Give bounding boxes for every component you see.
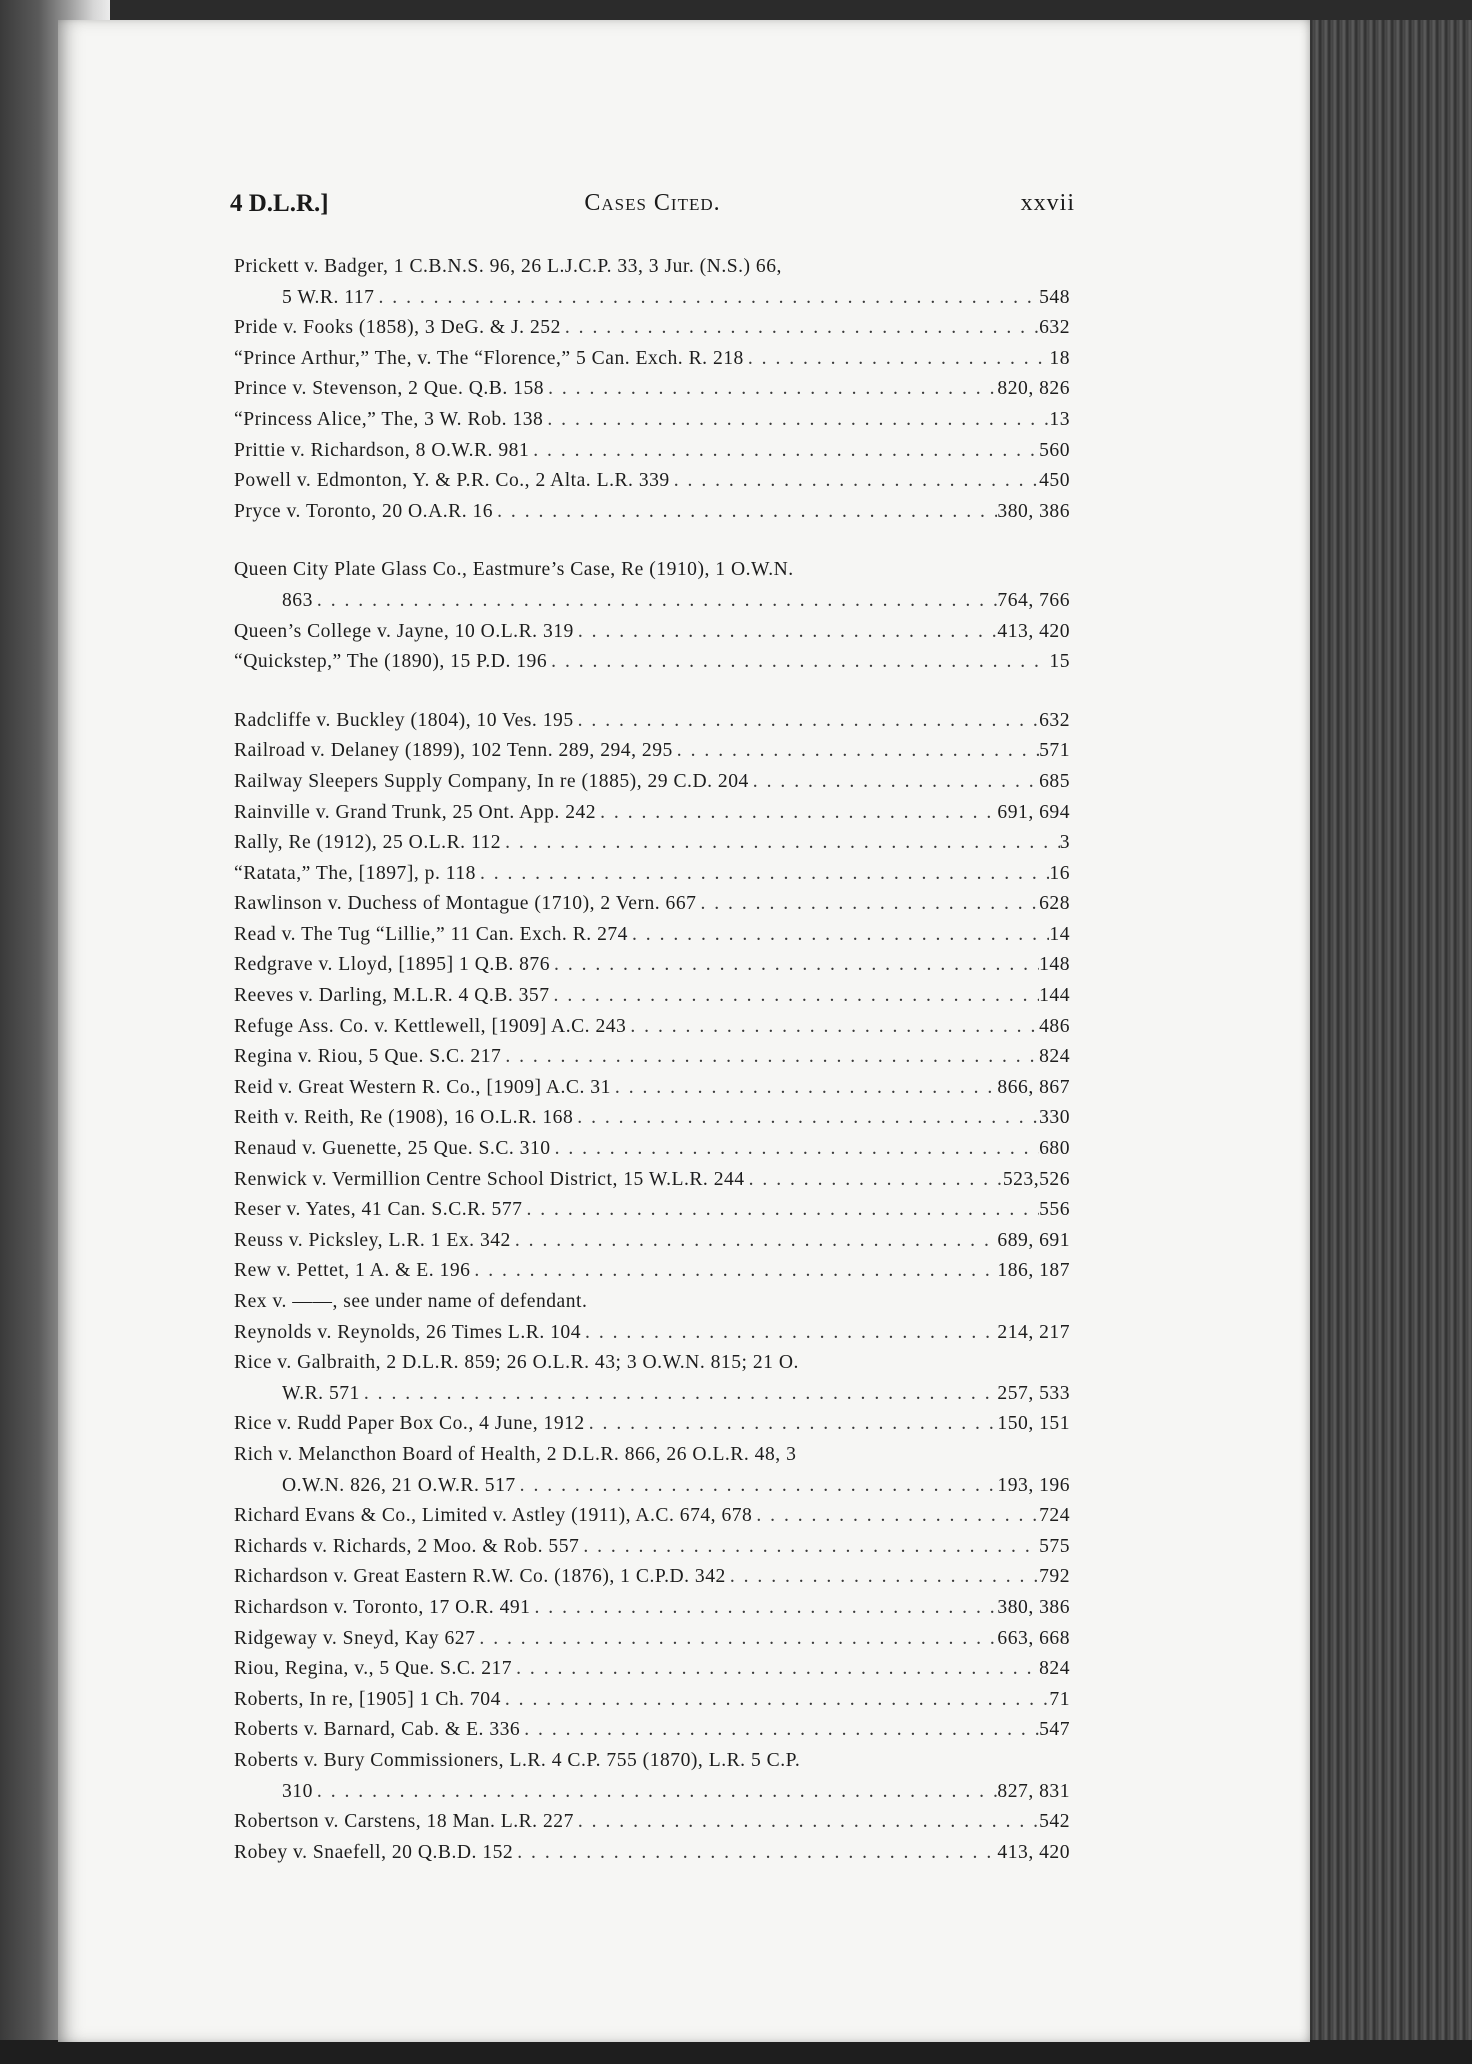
dot-leader xyxy=(547,647,1049,678)
case-entry xyxy=(234,1715,1070,1746)
case-entry xyxy=(234,706,1070,737)
case-citation: Renwick v. Vermillion Centre School District, 15 W.L.R. 244 xyxy=(234,1168,745,1190)
case-citation: Ridgeway v. Sneyd, Kay 627 xyxy=(234,1627,476,1649)
dot-leader xyxy=(611,1073,998,1104)
case-citation: “Princess Alice,” The, 3 W. Rob. 138 xyxy=(234,408,544,430)
case-entry xyxy=(234,1348,1070,1379)
case-citation: Riou, Regina, v., 5 Que. S.C. 217 xyxy=(234,1658,513,1680)
dot-leader xyxy=(574,617,998,648)
case-entry xyxy=(234,647,1070,678)
dot-leader xyxy=(626,1012,1039,1043)
dot-leader xyxy=(573,1103,1039,1134)
case-citation: Pryce v. Toronto, 20 O.A.R. 16 xyxy=(234,500,494,522)
page-reference: 691, 694 xyxy=(997,801,1070,823)
page-reference: 824 xyxy=(1039,1046,1070,1068)
case-citation: Reid v. Great Western R. Co., [1909] A.C. 31 xyxy=(234,1076,611,1098)
case-citation: Richards v. Richards, 2 Moo. & Rob. 557 xyxy=(234,1535,580,1557)
page-reference: 71 xyxy=(1049,1688,1070,1710)
dot-leader xyxy=(544,374,997,405)
case-entry xyxy=(234,1409,1070,1440)
case-citation: Roberts v. Bury Commissioners, L.R. 4 C.P. 755 (1870), L.R. 5 C.P. xyxy=(234,1749,801,1771)
page-reference: 13 xyxy=(1049,408,1070,430)
case-entry xyxy=(234,1746,1070,1777)
page-reference: 827, 831 xyxy=(997,1780,1070,1802)
case-entry-continuation xyxy=(234,1777,1070,1808)
group-gap xyxy=(234,527,1070,555)
case-citation: Railway Sleepers Supply Company, In re (1885), 29 C.D. 204 xyxy=(234,770,749,792)
dot-leader xyxy=(476,859,1049,890)
case-citation: Rice v. Rudd Paper Box Co., 4 June, 1912 xyxy=(234,1413,585,1435)
page-reference: 413, 420 xyxy=(997,1841,1070,1863)
case-citation: Rainville v. Grand Trunk, 25 Ont. App. 242 xyxy=(234,801,597,823)
page-reference: 764, 766 xyxy=(997,589,1070,611)
page-reference: 413, 420 xyxy=(997,620,1070,642)
case-entry xyxy=(234,344,1070,375)
page-reference: 824 xyxy=(1039,1658,1070,1680)
case-citation: Railroad v. Delaney (1899), 102 Tenn. 289, 294, 295 xyxy=(234,740,673,762)
case-citation: Reuss v. Picksley, L.R. 1 Ex. 342 xyxy=(234,1229,511,1251)
page-reference: 380, 386 xyxy=(997,500,1070,522)
case-citation: W.R. 571 xyxy=(282,1382,360,1404)
case-citation: Richardson v. Toronto, 17 O.R. 491 xyxy=(234,1596,531,1618)
page-reference: 663, 668 xyxy=(997,1627,1070,1649)
dot-leader xyxy=(516,1471,998,1502)
case-citation: Read v. The Tug “Lillie,” 11 Can. Exch. R. 274 xyxy=(234,923,628,945)
page-reference: 193, 196 xyxy=(997,1474,1070,1496)
book-fore-edge xyxy=(1305,20,1472,2050)
page-reference: 724 xyxy=(1039,1505,1070,1527)
case-entry xyxy=(234,1562,1070,1593)
case-citation: Queen’s College v. Jayne, 10 O.L.R. 319 xyxy=(234,620,574,642)
case-citation: Reser v. Yates, 41 Can. S.C.R. 577 xyxy=(234,1199,523,1221)
page-reference: 556 xyxy=(1039,1199,1070,1221)
case-citation: Radcliffe v. Buckley (1804), 10 Ves. 195 xyxy=(234,709,574,731)
case-citation: Redgrave v. Lloyd, [1895] 1 Q.B. 876 xyxy=(234,954,551,976)
case-entry-continuation xyxy=(234,1379,1070,1410)
case-entry xyxy=(234,920,1070,951)
page-reference: 548 xyxy=(1039,286,1070,308)
case-entry xyxy=(234,1103,1070,1134)
dot-leader xyxy=(501,1685,1050,1716)
dot-leader xyxy=(726,1562,1039,1593)
dot-leader xyxy=(561,313,1039,344)
dot-leader xyxy=(543,405,1049,436)
bottom-band xyxy=(0,2040,1472,2064)
dot-leader xyxy=(673,736,1039,767)
case-entry xyxy=(234,1226,1070,1257)
dot-leader xyxy=(579,1532,1039,1563)
case-citation: Richard Evans & Co., Limited v. Astley (1911), A.C. 674, 678 xyxy=(234,1505,753,1527)
dot-leader xyxy=(574,706,1039,737)
case-entry xyxy=(234,1318,1070,1349)
dot-leader xyxy=(313,1777,998,1808)
case-citation: Prittie v. Richardson, 8 O.W.R. 981 xyxy=(234,439,530,461)
case-entry xyxy=(234,1287,1070,1318)
case-citation: Refuge Ass. Co. v. Kettlewell, [1909] A.C. 243 xyxy=(234,1015,627,1037)
dot-leader xyxy=(360,1379,998,1410)
case-citation: Prince v. Stevenson, 2 Que. Q.B. 158 xyxy=(234,378,545,400)
page-reference: 257, 533 xyxy=(997,1382,1070,1404)
dot-leader xyxy=(550,950,1039,981)
page-reference: 486 xyxy=(1039,1015,1070,1037)
case-entry xyxy=(234,313,1070,344)
case-entry xyxy=(234,1593,1070,1624)
page-reference: 820, 826 xyxy=(997,378,1070,400)
dot-leader xyxy=(574,1807,1039,1838)
dot-leader xyxy=(749,767,1039,798)
page-reference: 542 xyxy=(1039,1811,1070,1833)
case-entry xyxy=(234,736,1070,767)
case-citation: Pride v. Fooks (1858), 3 DeG. & J. 252 xyxy=(234,317,561,339)
case-entry xyxy=(234,1256,1070,1287)
case-entry xyxy=(234,374,1070,405)
page-reference: 186, 187 xyxy=(997,1260,1070,1282)
dot-leader xyxy=(670,466,1039,497)
case-entry xyxy=(234,1012,1070,1043)
case-entry xyxy=(234,798,1070,829)
case-citation: Rawlinson v. Duchess of Montague (1710), 2 Vern. 667 xyxy=(234,893,697,915)
dot-leader xyxy=(475,1624,997,1655)
case-citation: Roberts v. Barnard, Cab. & E. 336 xyxy=(234,1719,521,1741)
case-citation: Regina v. Riou, 5 Que. S.C. 217 xyxy=(234,1046,502,1068)
page-reference: 16 xyxy=(1049,862,1070,884)
dot-leader xyxy=(374,283,1039,314)
dot-leader xyxy=(581,1318,997,1349)
case-citation: Reeves v. Darling, M.L.R. 4 Q.B. 357 xyxy=(234,985,550,1007)
case-entry xyxy=(234,252,1070,283)
case-citation: Powell v. Edmonton, Y. & P.R. Co., 2 Alta. L.R. 339 xyxy=(234,470,670,492)
volume-label: 4 D.L.R.] xyxy=(230,190,329,217)
case-entry xyxy=(234,555,1070,586)
case-citation: Rew v. Pettet, 1 A. & E. 196 xyxy=(234,1260,471,1282)
case-entry xyxy=(234,1134,1070,1165)
case-citation: “Quickstep,” The (1890), 15 P.D. 196 xyxy=(234,651,548,673)
case-entry xyxy=(234,1440,1070,1471)
dot-leader xyxy=(513,1838,997,1869)
page-reference: 150, 151 xyxy=(997,1413,1070,1435)
dot-leader xyxy=(313,586,998,617)
case-citation: Rice v. Galbraith, 2 D.L.R. 859; 26 O.L.R. 43; 3 O.W.N. 815; 21 O. xyxy=(234,1352,799,1374)
case-entry xyxy=(234,405,1070,436)
dot-leader xyxy=(745,1165,1003,1196)
page-reference: 685 xyxy=(1039,770,1070,792)
case-citation: Roberts, In re, [1905] 1 Ch. 704 xyxy=(234,1688,501,1710)
case-citation: Queen City Plate Glass Co., Eastmure’s Case, Re (1910), 1 O.W.N. xyxy=(234,559,794,581)
page-reference: 14 xyxy=(1049,923,1070,945)
case-citation: 310 xyxy=(282,1780,313,1802)
dot-leader xyxy=(470,1256,997,1287)
dot-leader xyxy=(550,981,1040,1012)
dot-leader xyxy=(501,828,1060,859)
case-entry xyxy=(234,436,1070,467)
page-reference: 632 xyxy=(1039,317,1070,339)
case-citation: Rally, Re (1912), 25 O.L.R. 112 xyxy=(234,832,502,854)
dot-leader xyxy=(512,1654,1039,1685)
dot-leader xyxy=(585,1409,998,1440)
dot-leader xyxy=(752,1501,1039,1532)
case-entry-continuation xyxy=(234,1471,1070,1502)
case-entry xyxy=(234,1624,1070,1655)
case-entry xyxy=(234,1073,1070,1104)
case-entry xyxy=(234,767,1070,798)
case-entry-continuation xyxy=(234,283,1070,314)
dot-leader xyxy=(551,1134,1040,1165)
dot-leader xyxy=(493,497,997,528)
page-reference: 144 xyxy=(1039,985,1070,1007)
dot-leader xyxy=(520,1715,1039,1746)
case-entry xyxy=(234,981,1070,1012)
case-citation: Rich v. Melancthon Board of Health, 2 D.L.R. 866, 26 O.L.R. 48, 3 xyxy=(234,1443,797,1465)
case-citation: Renaud v. Guenette, 25 Que. S.C. 310 xyxy=(234,1138,551,1160)
case-entry xyxy=(234,1501,1070,1532)
case-entry xyxy=(234,497,1070,528)
page-reference: 450 xyxy=(1039,470,1070,492)
group-gap xyxy=(234,678,1070,706)
page-reference: 547 xyxy=(1039,1719,1070,1741)
case-entry xyxy=(234,1532,1070,1563)
case-entry xyxy=(234,1195,1070,1226)
dot-leader xyxy=(530,1593,997,1624)
dot-leader xyxy=(596,798,997,829)
case-entry xyxy=(234,1165,1070,1196)
page-reference: 792 xyxy=(1039,1566,1070,1588)
page-reference: 18 xyxy=(1049,347,1070,369)
case-entry xyxy=(234,1838,1070,1869)
dot-leader xyxy=(501,1042,1039,1073)
page-reference: 523,526 xyxy=(1002,1168,1070,1190)
case-entry xyxy=(234,950,1070,981)
case-citation: O.W.N. 826, 21 O.W.R. 517 xyxy=(282,1474,516,1496)
case-entry xyxy=(234,1042,1070,1073)
page-reference: 214, 217 xyxy=(997,1321,1070,1343)
page-reference: 866, 867 xyxy=(997,1076,1070,1098)
case-entry xyxy=(234,466,1070,497)
page-reference: 380, 386 xyxy=(997,1596,1070,1618)
case-citation: Robertson v. Carstens, 18 Man. L.R. 227 xyxy=(234,1811,574,1833)
case-entry xyxy=(234,1685,1070,1716)
case-entry xyxy=(234,1654,1070,1685)
case-citation: Richardson v. Great Eastern R.W. Co. (1876), 1 C.P.D. 342 xyxy=(234,1566,726,1588)
case-citation: Robey v. Snaefell, 20 Q.B.D. 152 xyxy=(234,1841,514,1863)
page-reference: 575 xyxy=(1039,1535,1070,1557)
page-reference: 3 xyxy=(1059,832,1070,854)
dot-leader xyxy=(628,920,1049,951)
running-header xyxy=(230,190,1075,226)
case-entry xyxy=(234,859,1070,890)
case-citation: “Ratata,” The, [1897], p. 118 xyxy=(234,862,476,884)
case-citation: Prickett v. Badger, 1 C.B.N.S. 96, 26 L.J.C.P. 33, 3 Jur. (N.S.) 66, xyxy=(234,256,782,277)
dot-leader xyxy=(511,1226,998,1257)
case-citation: “Prince Arthur,” The, v. The “Florence,” 5 Can. Exch. R. 218 xyxy=(234,347,744,369)
case-entry xyxy=(234,1807,1070,1838)
case-citation: Rex v. ——, see under name of defendant. xyxy=(234,1291,588,1312)
page-reference: 571 xyxy=(1039,740,1070,762)
page-title: Cases Cited. xyxy=(584,190,721,216)
page-reference: 632 xyxy=(1039,709,1070,731)
page-reference: 148 xyxy=(1039,954,1070,976)
case-entry xyxy=(234,889,1070,920)
case-entry xyxy=(234,828,1070,859)
page-reference: 628 xyxy=(1039,893,1070,915)
case-citation: Reynolds v. Reynolds, 26 Times L.R. 104 xyxy=(234,1321,582,1343)
page-reference: 680 xyxy=(1039,1138,1070,1160)
page-reference: 560 xyxy=(1039,439,1070,461)
dot-leader xyxy=(529,436,1039,467)
case-entry xyxy=(234,617,1070,648)
page-number: xxvii xyxy=(1020,190,1075,216)
dot-leader xyxy=(696,889,1039,920)
case-citation: 5 W.R. 117 xyxy=(282,286,375,308)
dot-leader xyxy=(522,1195,1039,1226)
page-reference: 330 xyxy=(1039,1107,1070,1129)
dot-leader xyxy=(744,344,1050,375)
page-reference: 689, 691 xyxy=(997,1229,1070,1251)
case-entry-continuation xyxy=(234,586,1070,617)
case-citation: Reith v. Reith, Re (1908), 16 O.L.R. 168 xyxy=(234,1107,574,1129)
page-reference: 15 xyxy=(1049,651,1070,673)
case-citation: 863 xyxy=(282,589,313,611)
cases-cited-list xyxy=(234,252,1070,1868)
